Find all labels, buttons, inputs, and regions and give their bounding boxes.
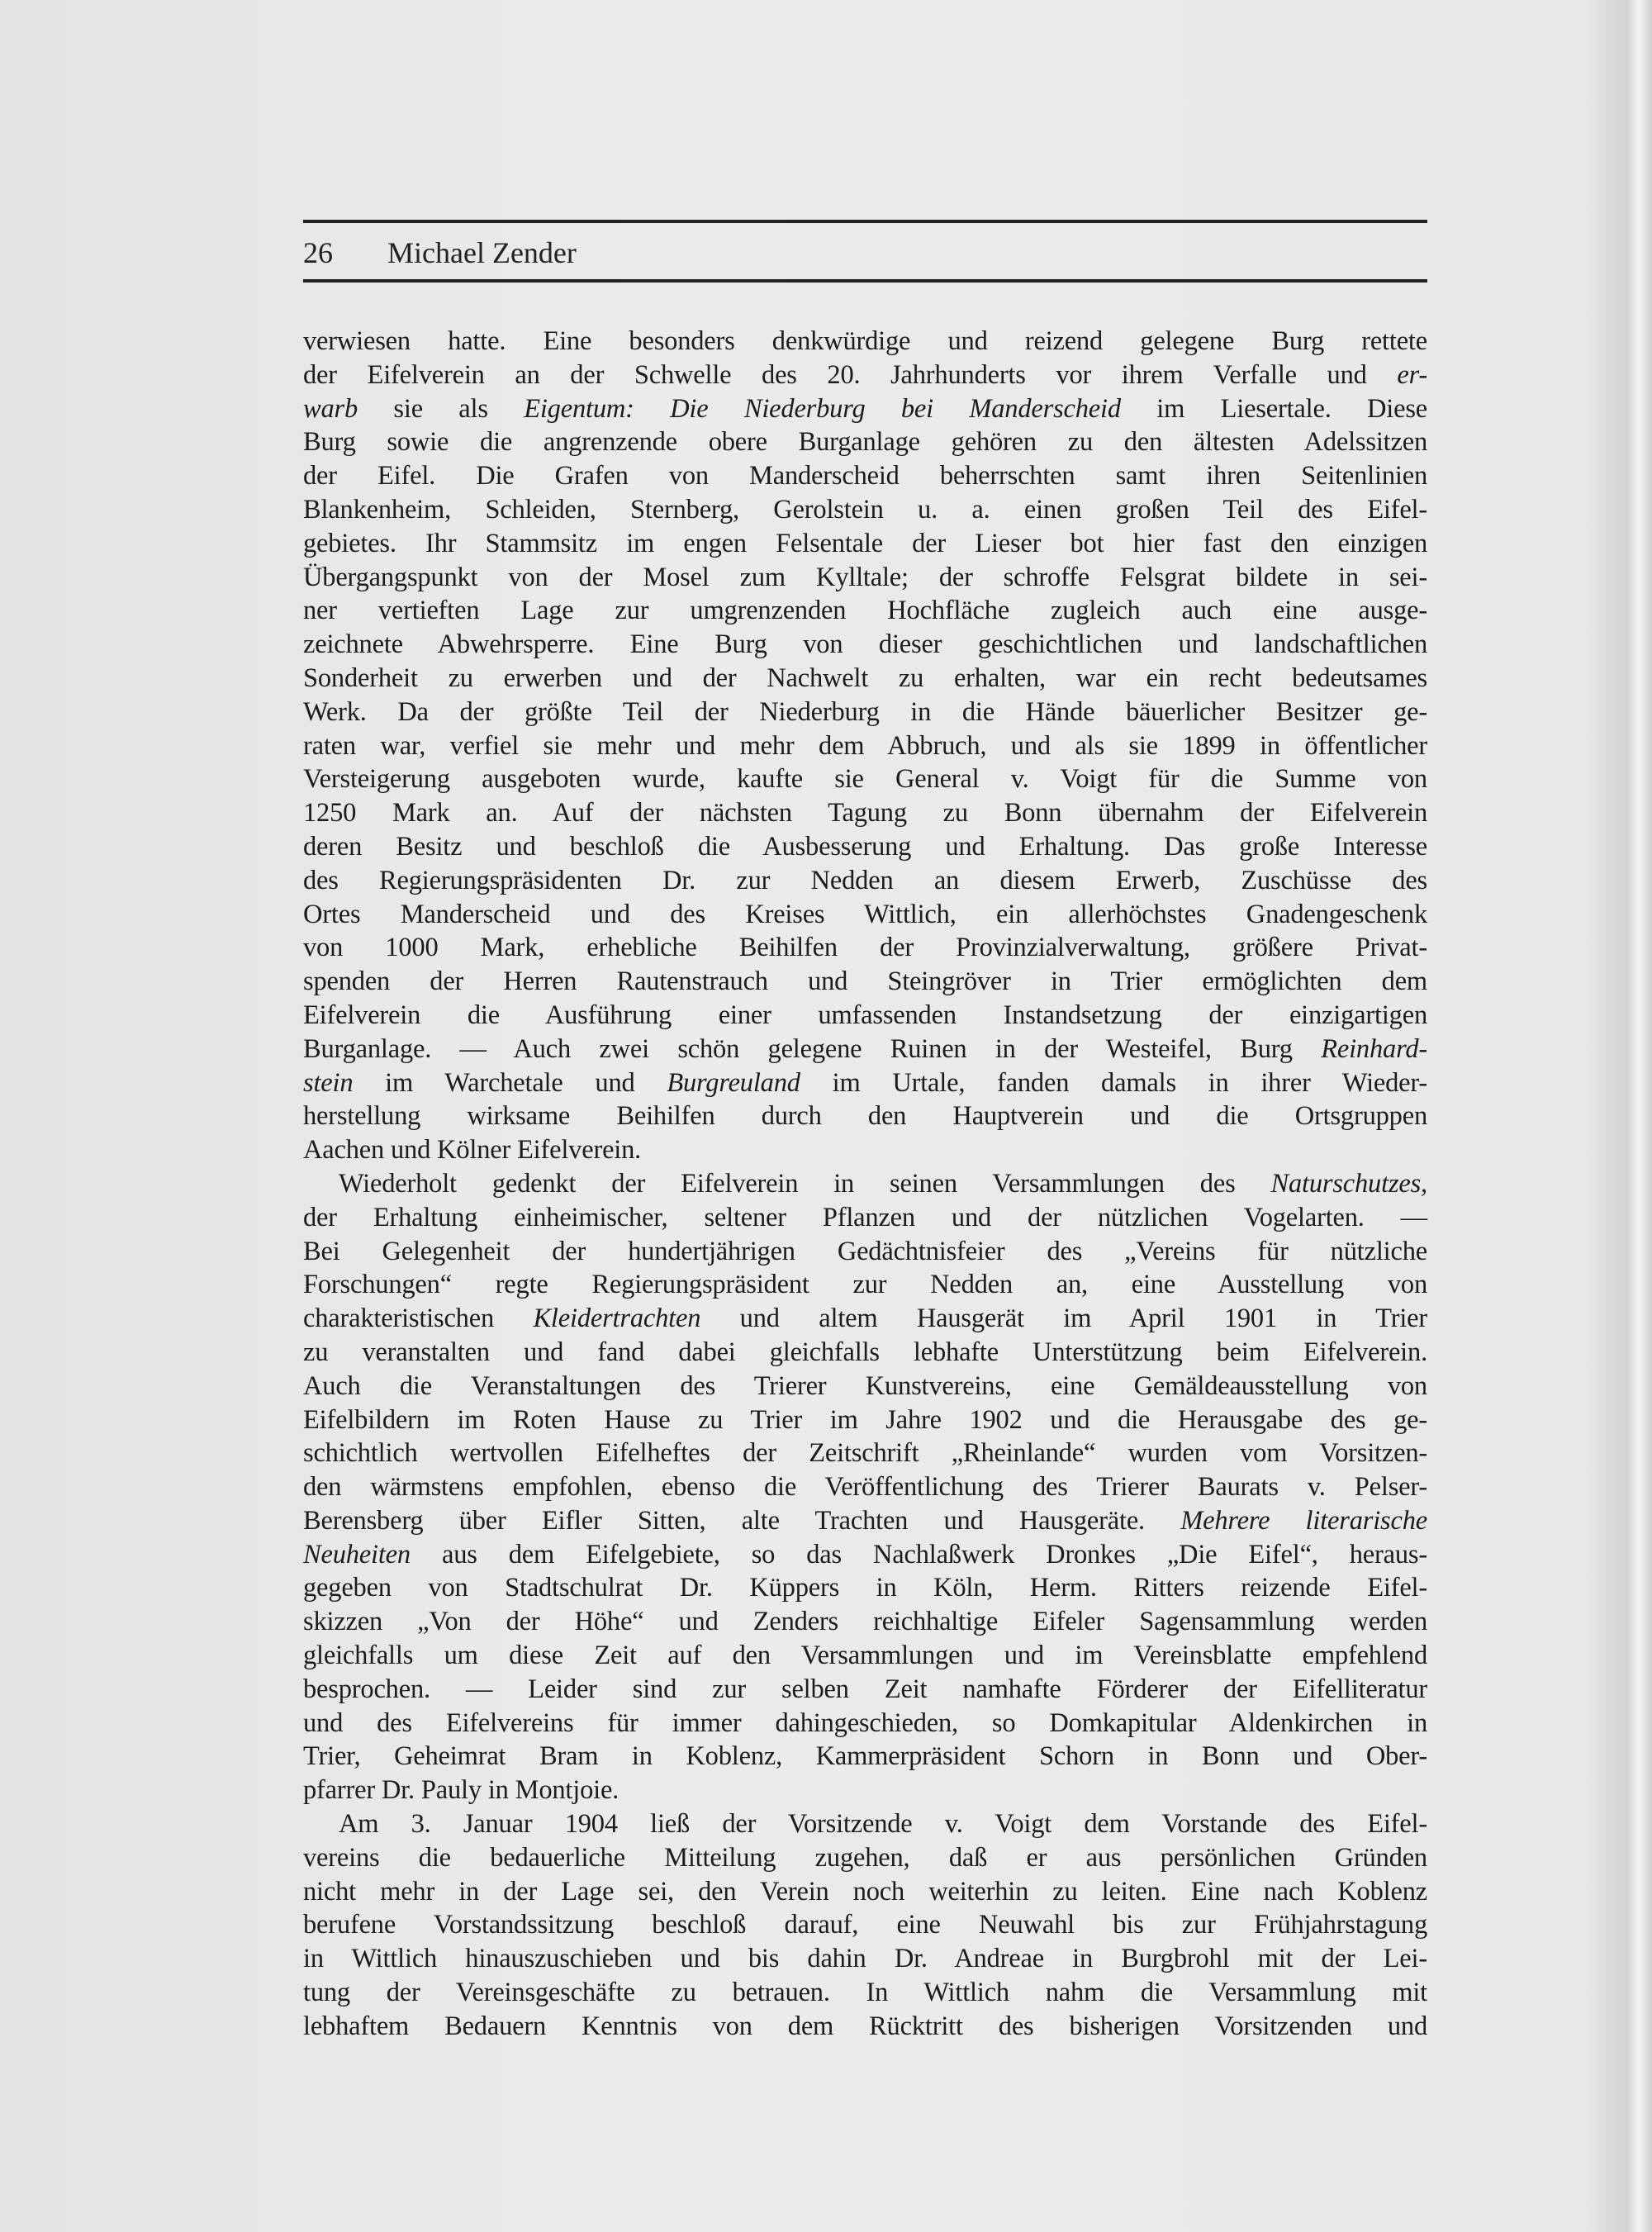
text-run: 1250 Mark an. Auf der nächsten Tagung zu Bonn übernahm der Eifelverein: [303, 798, 1427, 829]
text-run: deren Besitz und beschloß die Ausbesserung und Erhaltung. Das große Interesse: [303, 831, 1427, 862]
text-line: [303, 931, 1427, 965]
text-run: Trier, Geheimrat Bram in Koblenz, Kammerpräsident Schorn in Bonn und Ober-: [303, 1741, 1427, 1772]
text-run: Burganlage. — Auch zwei schön gelegene Ruinen in der Westeifel, Burg: [303, 1033, 1322, 1064]
italic-emphasis: Eigentum: Die Niederburg bei Manderscheid: [524, 393, 1121, 424]
text-line: [303, 1875, 1427, 1909]
text-run: und des Eifelvereins für immer dahingeschieden, so Domkapitular Aldenkirchen in: [303, 1707, 1427, 1738]
text-run: vereins die bedauerliche Mitteilung zugehen, daß er aus persönlichen Gründen: [303, 1842, 1427, 1873]
text-run: pfarrer Dr. Pauly in Montjoie.: [303, 1775, 620, 1806]
text-run: herstellung wirksame Beihilfen durch den Hauptverein und die Ortsgruppen: [303, 1101, 1427, 1132]
text-line: [303, 1167, 1427, 1201]
text-run: gebietes. Ihr Stammsitz im engen Felsentale der Lieser bot hier fast den einzigen: [303, 528, 1427, 558]
text-line: [303, 2010, 1427, 2044]
text-line: [303, 359, 1427, 392]
text-line: [303, 662, 1427, 696]
text-line: [303, 1336, 1427, 1370]
text-run: berufene Vorstandssitzung beschloß darauf, eine Neuwahl bis zur Frühjahrstagung: [303, 1910, 1427, 1940]
header-rule-bottom: [303, 279, 1427, 283]
text-run: den wärmstens empfohlen, ebenso die Veröffentlichung des Trierer Baurats v. Pelser-: [303, 1472, 1427, 1503]
text-line: [303, 1201, 1427, 1235]
text-run: aus dem Eifelgebiete, so das Nachlaßwerk Dronkes „Die Eifel“, heraus-: [410, 1539, 1427, 1570]
text-run: Forschungen“ regte Regierungspräsident zur Nedden an, eine Ausstellung von: [303, 1270, 1427, 1300]
text-line: [303, 1133, 1427, 1167]
text-run: der Eifel. Die Grafen von Manderscheid beherrschten samt ihren Seitenlinien: [303, 461, 1427, 492]
text-run: im Liesertale. Diese: [1120, 393, 1427, 424]
page-number: 26: [303, 236, 333, 269]
text-run: lebhaftem Bedauern Kenntnis von dem Rücktritt des bisherigen Vorsitzenden und: [303, 2011, 1427, 2041]
text-line: [303, 1033, 1427, 1066]
text-run: tung der Vereinsgeschäfte zu betrauen. In Wittlich nahm die Versammlung mit: [303, 1978, 1427, 2008]
text-line: [303, 1235, 1427, 1269]
text-line: [303, 1099, 1427, 1133]
text-line: [303, 1942, 1427, 1976]
text-run: Burg sowie die angrenzende obere Burganlage gehören zu den ältesten Adelssitzen: [303, 427, 1427, 458]
text-line: [303, 965, 1427, 999]
text-line: [303, 696, 1427, 729]
text-line: [303, 1740, 1427, 1774]
text-run: Sonderheit zu erwerben und der Nachwelt zu erhalten, war ein recht bedeutsames: [303, 662, 1427, 693]
text-line: [303, 1437, 1427, 1470]
text-line: [303, 1673, 1427, 1707]
text-run: spenden der Herren Rautenstrauch und Steingröver in Trier ermöglichten dem: [303, 966, 1427, 997]
text-run: im Urtale, fanden damals in ihrer Wieder-: [800, 1067, 1427, 1098]
text-line: [303, 527, 1427, 561]
text-run: Blankenheim, Schleiden, Sternberg, Gerolstein u. a. einen großen Teil des Eifel-: [303, 494, 1427, 525]
text-run: Aachen und Kölner Eifelverein.: [303, 1135, 642, 1166]
italic-emphasis: Neuheiten: [303, 1539, 411, 1570]
text-line: [303, 1302, 1427, 1336]
text-run: Berensberg über Eifler Sitten, alte Trachten und Hausgeräte.: [303, 1505, 1181, 1536]
text-run: und altem Hausgerät im April 1901 in Trier: [700, 1304, 1427, 1334]
text-line: [303, 1908, 1427, 1942]
text-run: charakteristischen: [303, 1304, 534, 1334]
text-line: [303, 898, 1427, 932]
text-line: [303, 1538, 1427, 1572]
running-head-author: Michael Zender: [387, 236, 577, 269]
italic-emphasis: stein: [303, 1067, 354, 1098]
text-line: [303, 1470, 1427, 1504]
text-line: [303, 628, 1427, 662]
italic-emphasis: Mehrere literarische: [1180, 1505, 1427, 1536]
text-run: zeichnete Abwehrsperre. Eine Burg von dieser geschichtlichen und landschaftlichen: [303, 629, 1427, 660]
text-run: im Warchetale und: [353, 1067, 667, 1098]
text-run: schichtlich wertvollen Eifelheftes der Zeitschrift „Rheinlande“ wurden vom Vorsitzen-: [303, 1438, 1427, 1469]
body-text: [303, 325, 1427, 2044]
text-run: Übergangspunkt von der Mosel zum Kylltale; der schroffe Felsgrat bildete in sei-: [303, 562, 1427, 592]
text-line: [303, 1605, 1427, 1639]
text-run: besprochen. — Leider sind zur selben Zeit namhafte Förderer der Eifelliteratur: [303, 1674, 1427, 1704]
text-run: verwiesen hatte. Eine besonders denkwürdige und reizend gelegene Burg rettete: [303, 326, 1427, 356]
text-run: Werk. Da der größte Teil der Niederburg in die Hände bäuerlicher Besitzer ge-: [303, 696, 1427, 727]
text-run: von 1000 Mark, erhebliche Beihilfen der Provinzialverwaltung, größere Privat-: [303, 933, 1427, 963]
text-line: [303, 325, 1427, 359]
text-run: skizzen „Von der Höhe“ und Zenders reichhaltige Eifeler Sagensammlung werden: [303, 1607, 1427, 1637]
text-run: Eifelbildern im Roten Hause zu Trier im Jahre 1902 und die Herausgabe des ge-: [303, 1404, 1427, 1435]
text-line: [303, 1268, 1427, 1302]
text-line: [303, 392, 1427, 426]
text-line: [303, 1807, 1427, 1841]
text-run: Wiederholt gedenkt der Eifelverein in seinen Versammlungen des: [339, 1168, 1271, 1199]
text-line: [303, 1707, 1427, 1740]
text-line: [303, 1370, 1427, 1403]
text-line: [303, 493, 1427, 527]
text-line: [303, 1976, 1427, 2010]
text-run: raten war, verfiel sie mehr und mehr dem Abbruch, und als sie 1899 in öffentlicher: [303, 730, 1427, 761]
text-run: zu veranstalten und fand dabei gleichfalls lebhafte Unterstützung beim Eifelverein.: [303, 1337, 1427, 1367]
text-run: Versteigerung ausgeboten wurde, kaufte sie General v. Voigt für die Summe von: [303, 764, 1427, 795]
text-line: [303, 425, 1427, 459]
text-line: [303, 459, 1427, 493]
header-rule-top: [303, 220, 1427, 223]
text-run: Eifelverein die Ausführung einer umfassenden Instandsetzung der einzigartigen: [303, 1000, 1427, 1030]
text-line: [303, 999, 1427, 1033]
text-run: in Wittlich hinauszuschieben und bis dahin Dr. Andreae in Burgbrohl mit der Lei-: [303, 1944, 1427, 1974]
italic-emphasis: er-: [1397, 359, 1427, 390]
text-run: gegeben von Stadtschulrat Dr. Küppers in Köln, Herm. Ritters reizende Eifel-: [303, 1573, 1427, 1603]
text-run: der Erhaltung einheimischer, seltener Pflanzen und der nützlichen Vogelarten. —: [303, 1202, 1427, 1232]
text-run: des Regierungspräsidenten Dr. zur Nedden an diesem Erwerb, Zuschüsse des: [303, 865, 1427, 895]
text-line: [303, 1403, 1427, 1437]
italic-emphasis: Kleidertrachten: [533, 1304, 701, 1334]
text-line: [303, 830, 1427, 864]
italic-emphasis: Naturschutzes,: [1270, 1168, 1427, 1199]
text-run: Am 3. Januar 1904 ließ der Vorsitzende v. Voigt dem Vorstande des Eifel-: [339, 1809, 1427, 1840]
paragraph: [303, 1807, 1427, 2044]
text-line: [303, 561, 1427, 595]
text-run: nicht mehr in der Lage sei, den Verein noch weiterhin zu leiten. Eine nach Koblenz: [303, 1876, 1427, 1907]
text-line: [303, 729, 1427, 763]
text-run: gleichfalls um diese Zeit auf den Versammlungen und im Vereinsblatte empfehlend: [303, 1641, 1427, 1671]
text-line: [303, 796, 1427, 830]
text-line: [303, 864, 1427, 898]
text-run: Auch die Veranstaltungen des Trierer Kunstvereins, eine Gemäldeausstellung von: [303, 1370, 1427, 1401]
italic-emphasis: warb: [303, 393, 358, 424]
text-line: [303, 1066, 1427, 1100]
text-line: [303, 762, 1427, 796]
text-run: sie als: [358, 393, 525, 424]
text-line: [303, 1639, 1427, 1673]
text-line: [303, 594, 1427, 628]
text-run: Bei Gelegenheit der hundertjährigen Gedächtnisfeier des „Vereins für nützliche: [303, 1236, 1427, 1266]
italic-emphasis: Reinhard-: [1321, 1033, 1427, 1064]
text-line: [303, 1571, 1427, 1605]
text-run: ner vertieften Lage zur umgrenzenden Hochfläche zugleich auch eine ausge-: [303, 596, 1427, 626]
text-run: der Eifelverein an der Schwelle des 20. Jahrhunderts vor ihrem Verfalle und: [303, 359, 1398, 390]
paragraph: [303, 1167, 1427, 1807]
text-line: [303, 1504, 1427, 1538]
paragraph: [303, 325, 1427, 1167]
text-run: Ortes Manderscheid und des Kreises Wittlich, ein allerhöchstes Gnadengeschenk: [303, 899, 1427, 929]
text-line: [303, 1774, 1427, 1807]
text-line: [303, 1841, 1427, 1875]
italic-emphasis: Burgreuland: [667, 1067, 800, 1098]
